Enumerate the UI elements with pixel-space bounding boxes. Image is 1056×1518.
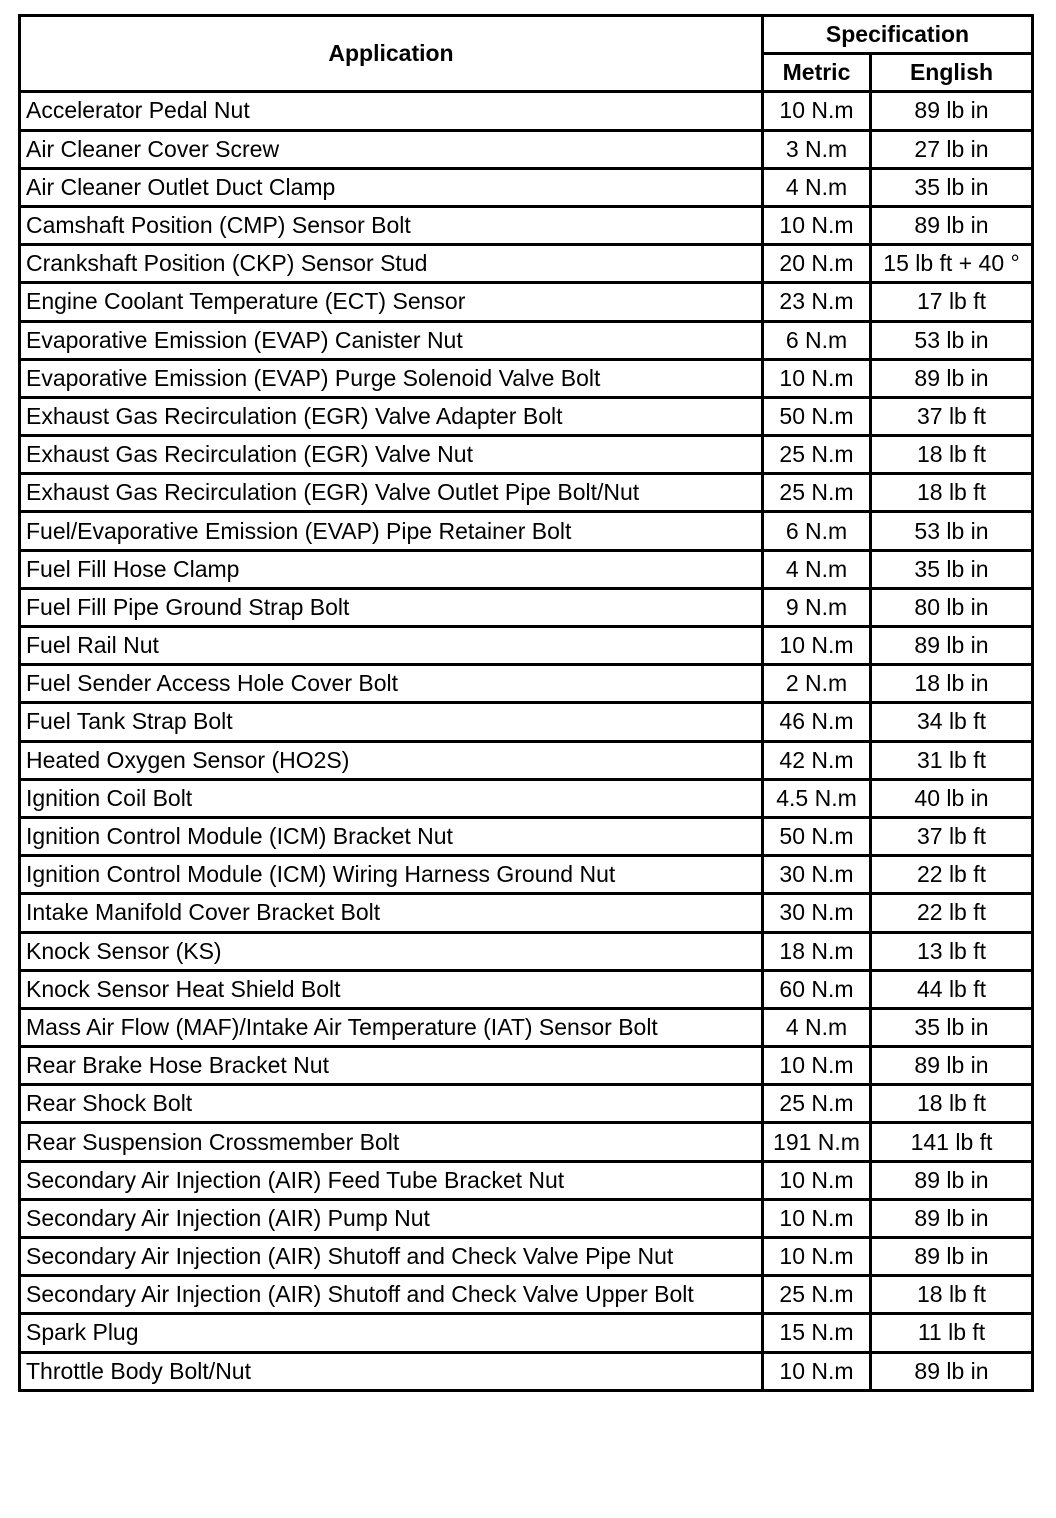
application-cell: Air Cleaner Cover Screw <box>20 130 763 168</box>
metric-value-cell: 10 N.m <box>763 1238 871 1276</box>
application-cell: Secondary Air Injection (AIR) Pump Nut <box>20 1199 763 1237</box>
english-value-cell: 35 lb in <box>871 168 1033 206</box>
table-row <box>20 245 1033 283</box>
application-cell: Evaporative Emission (EVAP) Canister Nut <box>20 321 763 359</box>
application-cell: Evaporative Emission (EVAP) Purge Solenoid Valve Bolt <box>20 359 763 397</box>
table-row <box>20 1276 1033 1314</box>
application-cell: Fuel Sender Access Hole Cover Bolt <box>20 665 763 703</box>
table-row <box>20 321 1033 359</box>
metric-value-cell: 25 N.m <box>763 1085 871 1123</box>
application-cell: Air Cleaner Outlet Duct Clamp <box>20 168 763 206</box>
english-value-cell: 18 lb ft <box>871 1085 1033 1123</box>
table-row <box>20 1199 1033 1237</box>
english-value-cell: 141 lb ft <box>871 1123 1033 1161</box>
metric-value-cell: 4 N.m <box>763 1008 871 1046</box>
table-row <box>20 779 1033 817</box>
metric-value-cell: 25 N.m <box>763 1276 871 1314</box>
table-header <box>20 16 1033 92</box>
table-row <box>20 130 1033 168</box>
metric-value-cell: 18 N.m <box>763 932 871 970</box>
metric-value-cell: 42 N.m <box>763 741 871 779</box>
application-cell: Exhaust Gas Recirculation (EGR) Valve Nut <box>20 436 763 474</box>
metric-value-cell: 2 N.m <box>763 665 871 703</box>
application-header: Application <box>20 16 763 92</box>
table-row <box>20 1314 1033 1352</box>
metric-value-cell: 9 N.m <box>763 588 871 626</box>
english-value-cell: 53 lb in <box>871 321 1033 359</box>
metric-header: Metric <box>763 54 871 92</box>
metric-value-cell: 6 N.m <box>763 321 871 359</box>
application-cell: Rear Brake Hose Bracket Nut <box>20 1047 763 1085</box>
application-cell: Heated Oxygen Sensor (HO2S) <box>20 741 763 779</box>
metric-value-cell: 60 N.m <box>763 970 871 1008</box>
metric-value-cell: 10 N.m <box>763 1047 871 1085</box>
application-cell: Secondary Air Injection (AIR) Shutoff and Check Valve Upper Bolt <box>20 1276 763 1314</box>
english-header: English <box>871 54 1033 92</box>
application-cell: Engine Coolant Temperature (ECT) Sensor <box>20 283 763 321</box>
metric-value-cell: 30 N.m <box>763 894 871 932</box>
english-value-cell: 22 lb ft <box>871 856 1033 894</box>
table-row <box>20 817 1033 855</box>
table-row <box>20 436 1033 474</box>
english-value-cell: 15 lb ft + 40 ° <box>871 245 1033 283</box>
metric-value-cell: 50 N.m <box>763 817 871 855</box>
metric-value-cell: 23 N.m <box>763 283 871 321</box>
english-value-cell: 35 lb in <box>871 550 1033 588</box>
table-row <box>20 1238 1033 1276</box>
table-row <box>20 703 1033 741</box>
english-value-cell: 53 lb in <box>871 512 1033 550</box>
english-value-cell: 17 lb ft <box>871 283 1033 321</box>
fastener-specification-table <box>18 14 1034 1392</box>
metric-value-cell: 15 N.m <box>763 1314 871 1352</box>
table-body <box>20 92 1033 1390</box>
application-cell: Secondary Air Injection (AIR) Shutoff and Check Valve Pipe Nut <box>20 1238 763 1276</box>
application-cell: Secondary Air Injection (AIR) Feed Tube Bracket Nut <box>20 1161 763 1199</box>
english-value-cell: 44 lb ft <box>871 970 1033 1008</box>
table-row <box>20 856 1033 894</box>
english-value-cell: 89 lb in <box>871 206 1033 244</box>
english-value-cell: 13 lb ft <box>871 932 1033 970</box>
english-value-cell: 40 lb in <box>871 779 1033 817</box>
table-row <box>20 1047 1033 1085</box>
table-row <box>20 932 1033 970</box>
application-cell: Intake Manifold Cover Bracket Bolt <box>20 894 763 932</box>
metric-value-cell: 4 N.m <box>763 550 871 588</box>
english-value-cell: 18 lb in <box>871 665 1033 703</box>
application-cell: Knock Sensor (KS) <box>20 932 763 970</box>
metric-value-cell: 50 N.m <box>763 397 871 435</box>
application-cell: Exhaust Gas Recirculation (EGR) Valve Outlet Pipe Bolt/Nut <box>20 474 763 512</box>
application-cell: Ignition Control Module (ICM) Wiring Harness Ground Nut <box>20 856 763 894</box>
english-value-cell: 27 lb in <box>871 130 1033 168</box>
english-value-cell: 11 lb ft <box>871 1314 1033 1352</box>
english-value-cell: 18 lb ft <box>871 436 1033 474</box>
english-value-cell: 35 lb in <box>871 1008 1033 1046</box>
table-row <box>20 168 1033 206</box>
table-row <box>20 92 1033 130</box>
metric-value-cell: 25 N.m <box>763 436 871 474</box>
table-row <box>20 665 1033 703</box>
table-row <box>20 970 1033 1008</box>
application-cell: Ignition Coil Bolt <box>20 779 763 817</box>
application-cell: Accelerator Pedal Nut <box>20 92 763 130</box>
table-row <box>20 512 1033 550</box>
english-value-cell: 89 lb in <box>871 1238 1033 1276</box>
application-cell: Camshaft Position (CMP) Sensor Bolt <box>20 206 763 244</box>
table-row <box>20 627 1033 665</box>
application-cell: Exhaust Gas Recirculation (EGR) Valve Adapter Bolt <box>20 397 763 435</box>
metric-value-cell: 10 N.m <box>763 1352 871 1390</box>
table-row <box>20 474 1033 512</box>
english-value-cell: 89 lb in <box>871 1199 1033 1237</box>
table-row <box>20 550 1033 588</box>
english-value-cell: 18 lb ft <box>871 474 1033 512</box>
metric-value-cell: 4.5 N.m <box>763 779 871 817</box>
english-value-cell: 18 lb ft <box>871 1276 1033 1314</box>
metric-value-cell: 10 N.m <box>763 1199 871 1237</box>
metric-value-cell: 10 N.m <box>763 92 871 130</box>
application-cell: Ignition Control Module (ICM) Bracket Nut <box>20 817 763 855</box>
application-cell: Mass Air Flow (MAF)/Intake Air Temperature (IAT) Sensor Bolt <box>20 1008 763 1046</box>
table-row <box>20 206 1033 244</box>
application-cell: Rear Suspension Crossmember Bolt <box>20 1123 763 1161</box>
table-row <box>20 397 1033 435</box>
english-value-cell: 89 lb in <box>871 359 1033 397</box>
english-value-cell: 31 lb ft <box>871 741 1033 779</box>
application-cell: Fuel Fill Hose Clamp <box>20 550 763 588</box>
metric-value-cell: 20 N.m <box>763 245 871 283</box>
application-cell: Fuel Rail Nut <box>20 627 763 665</box>
table-row <box>20 741 1033 779</box>
metric-value-cell: 10 N.m <box>763 1161 871 1199</box>
metric-value-cell: 30 N.m <box>763 856 871 894</box>
table-row <box>20 283 1033 321</box>
application-cell: Fuel/Evaporative Emission (EVAP) Pipe Retainer Bolt <box>20 512 763 550</box>
application-cell: Fuel Tank Strap Bolt <box>20 703 763 741</box>
header-row-top <box>20 16 1033 54</box>
english-value-cell: 89 lb in <box>871 1161 1033 1199</box>
table-row <box>20 1161 1033 1199</box>
english-value-cell: 89 lb in <box>871 627 1033 665</box>
english-value-cell: 89 lb in <box>871 1352 1033 1390</box>
metric-value-cell: 25 N.m <box>763 474 871 512</box>
english-value-cell: 37 lb ft <box>871 397 1033 435</box>
metric-value-cell: 3 N.m <box>763 130 871 168</box>
metric-value-cell: 4 N.m <box>763 168 871 206</box>
application-cell: Spark Plug <box>20 1314 763 1352</box>
english-value-cell: 89 lb in <box>871 1047 1033 1085</box>
table-row <box>20 1085 1033 1123</box>
application-cell: Fuel Fill Pipe Ground Strap Bolt <box>20 588 763 626</box>
english-value-cell: 22 lb ft <box>871 894 1033 932</box>
metric-value-cell: 46 N.m <box>763 703 871 741</box>
specification-header: Specification <box>763 16 1033 54</box>
table-row <box>20 1123 1033 1161</box>
english-value-cell: 34 lb ft <box>871 703 1033 741</box>
application-cell: Knock Sensor Heat Shield Bolt <box>20 970 763 1008</box>
application-cell: Crankshaft Position (CKP) Sensor Stud <box>20 245 763 283</box>
english-value-cell: 89 lb in <box>871 92 1033 130</box>
table-row <box>20 1008 1033 1046</box>
table-row <box>20 588 1033 626</box>
metric-value-cell: 10 N.m <box>763 206 871 244</box>
application-cell: Rear Shock Bolt <box>20 1085 763 1123</box>
table-row <box>20 894 1033 932</box>
metric-value-cell: 10 N.m <box>763 627 871 665</box>
english-value-cell: 80 lb in <box>871 588 1033 626</box>
metric-value-cell: 10 N.m <box>763 359 871 397</box>
table-row <box>20 359 1033 397</box>
application-cell: Throttle Body Bolt/Nut <box>20 1352 763 1390</box>
metric-value-cell: 191 N.m <box>763 1123 871 1161</box>
metric-value-cell: 6 N.m <box>763 512 871 550</box>
table-row <box>20 1352 1033 1390</box>
english-value-cell: 37 lb ft <box>871 817 1033 855</box>
